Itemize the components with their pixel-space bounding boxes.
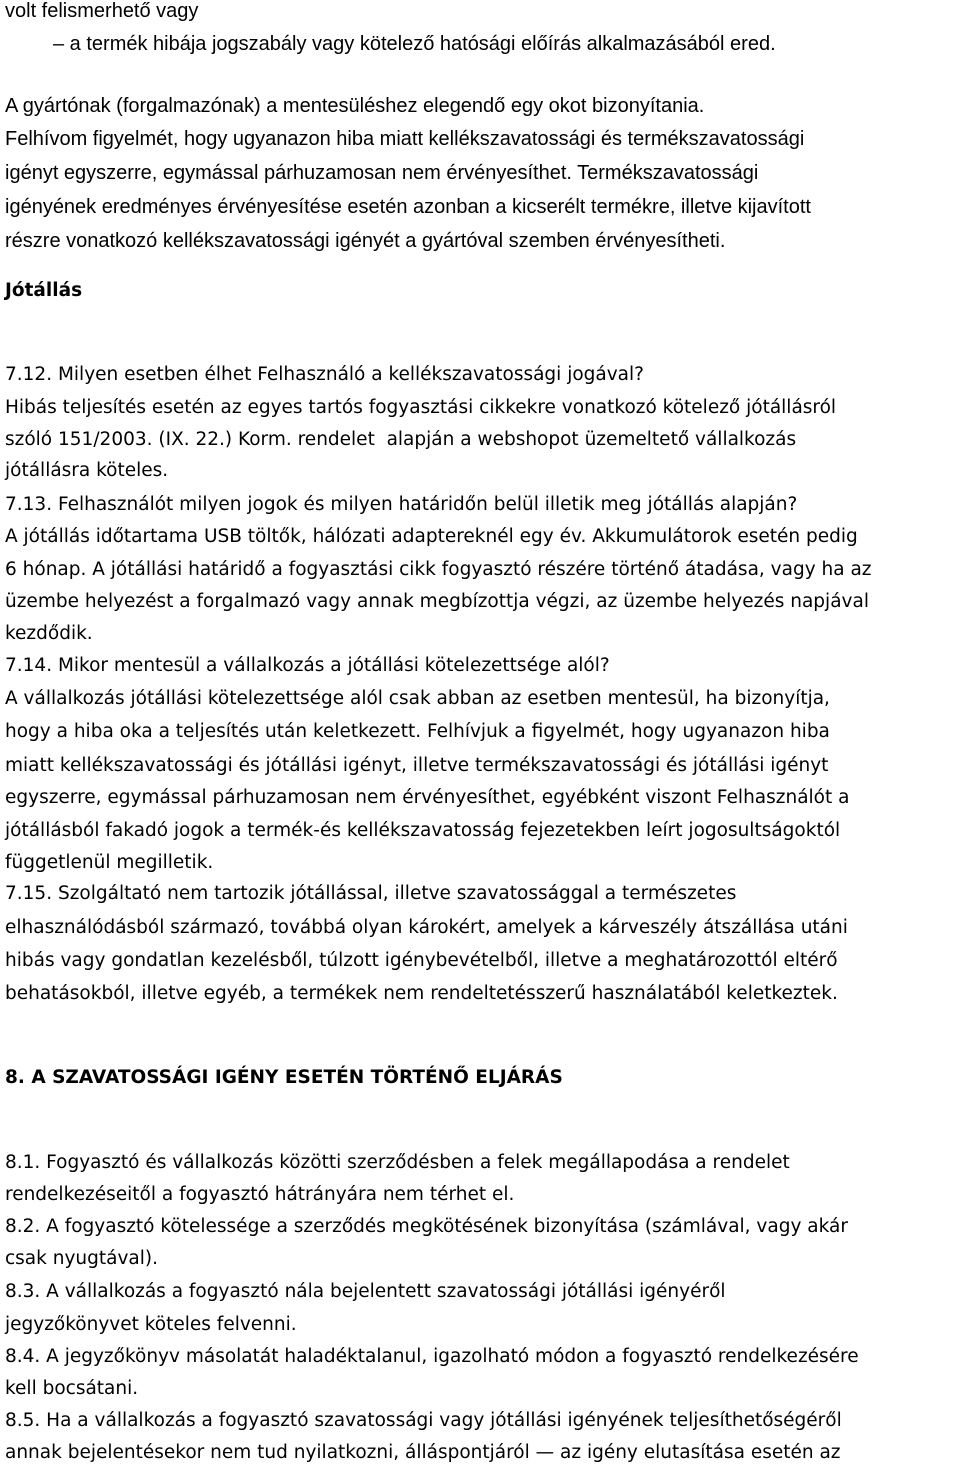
text-line: behatásokból, illetve egyéb, a termékek nem rendeltetésszerű használatából keletkeztek.: [5, 983, 838, 1004]
text-line: hogy a hiba oka a teljesítés után keletkezett. Felhívjuk a figyelmét, hogy ugyanazon hiba: [5, 721, 830, 742]
text-line: jegyzőkönyvet köteles felvenni.: [5, 1314, 297, 1335]
text-line: 8.4. A jegyzőkönyv másolatát haladéktalanul, igazolható módon a fogyasztó rendelkezésére: [5, 1346, 859, 1367]
text-line: 7.15. Szolgáltató nem tartozik jótállással, illetve szavatossággal a természetes: [5, 883, 737, 904]
text-line: üzembe helyezést a forgalmazó vagy annak megbízottja végzi, az üzembe helyezés napjával: [5, 591, 869, 612]
text-line: 8.3. A vállalkozás a fogyasztó nála bejelentett szavatossági jótállási igényéről: [5, 1281, 726, 1302]
text-line: 7.14. Mikor mentesül a vállalkozás a jótállási kötelezettsége alól?: [5, 655, 610, 676]
text-line: 8.1. Fogyasztó és vállalkozás közötti szerződésben a felek megállapodása a rendelet: [5, 1152, 790, 1173]
text-line: jótállásra köteles.: [5, 460, 169, 481]
text-line: jótállásból fakadó jogok a termék-és kellékszavatosság fejezetekben leírt jogosultságoktól: [5, 820, 841, 841]
text-line: 8.5. Ha a vállalkozás a fogyasztó szavatossági vagy jótállási igényének teljesíthetőségéről: [5, 1410, 842, 1431]
text-line: rendelkezéseitől a fogyasztó hátrányára nem térhet el.: [5, 1184, 515, 1205]
intro-line: A gyártónak (forgalmazónak) a mentesüléshez elegendő egy okot bizonyítania.: [5, 95, 705, 117]
text-line: miatt kellékszavatossági és jótállási igényt, illetve termékszavatossági és jótállási igényt: [5, 755, 829, 776]
text-line: annak bejelentésekor nem tud nyilatkozni, álláspontjáról — az igény elutasítása esetén az: [5, 1442, 841, 1463]
intro-line: részre vonatkozó kellékszavatossági igényét a gyártóval szemben érvényesítheti.: [5, 230, 726, 252]
text-line: A vállalkozás jótállási kötelezettsége alól csak abban az esetben mentesül, ha bizonyítja,: [5, 688, 830, 709]
text-line: 7.13. Felhasználót milyen jogok és milyen határidőn belül illetik meg jótállás alapján?: [5, 494, 798, 515]
text-line: függetlenül megilletik.: [5, 852, 214, 873]
text-line: elhasználódásból származó, továbbá olyan károkért, amelyek a kárveszély átszállása utáni: [5, 917, 848, 938]
text-line: 6 hónap. A jótállási határidő a fogyasztási cikk fogyasztó részére történő átadása, vagy ha az: [5, 559, 872, 580]
text-line: Hibás teljesítés esetén az egyes tartós fogyasztási cikkekre vonatkozó kötelező jótállásról: [5, 397, 837, 418]
section-heading-jotallas: Jótállás: [5, 280, 83, 301]
text-line: kezdődik.: [5, 623, 93, 644]
text-line: 7.12. Milyen esetben élhet Felhasználó a kellékszavatossági jogával?: [5, 364, 644, 385]
intro-line: volt felismerhető vagy: [5, 0, 199, 22]
intro-line: – a termék hibája jogszabály vagy kötelező hatósági előírás alkalmazásából ered.: [53, 33, 776, 55]
intro-line: Felhívom figyelmét, hogy ugyanazon hiba miatt kellékszavatossági és termékszavatossági: [5, 128, 805, 150]
text-line: csak nyugtával).: [5, 1248, 158, 1269]
text-line: kell bocsátani.: [5, 1378, 139, 1399]
text-line: A jótállás időtartama USB töltők, hálózati adaptereknél egy év. Akkumulátorok esetén pedig: [5, 526, 858, 547]
text-line: hibás vagy gondatlan kezelésből, túlzott igénybevételből, illetve a meghatározottól eltérő: [5, 950, 838, 971]
text-line: 8.2. A fogyasztó kötelessége a szerződés megkötésének bizonyítása (számlával, vagy akár: [5, 1216, 848, 1237]
section-heading-8: 8. A SZAVATOSSÁGI IGÉNY ESETÉN TÖRTÉNŐ ELJÁRÁS: [5, 1067, 563, 1088]
intro-line: igényt egyszerre, egymással párhuzamosan nem érvényesíthet. Termékszavatossági: [5, 162, 759, 184]
text-line: szóló 151/2003. (IX. 22.) Korm. rendelet alapján a webshopot üzemeltető vállalkozás: [5, 429, 797, 450]
text-line: egyszerre, egymással párhuzamosan nem érvényesíthet, egyébként viszont Felhasználót a: [5, 787, 850, 808]
intro-line: igényének eredményes érvényesítése esetén azonban a kicserélt termékre, illetve kijavított: [5, 196, 811, 218]
